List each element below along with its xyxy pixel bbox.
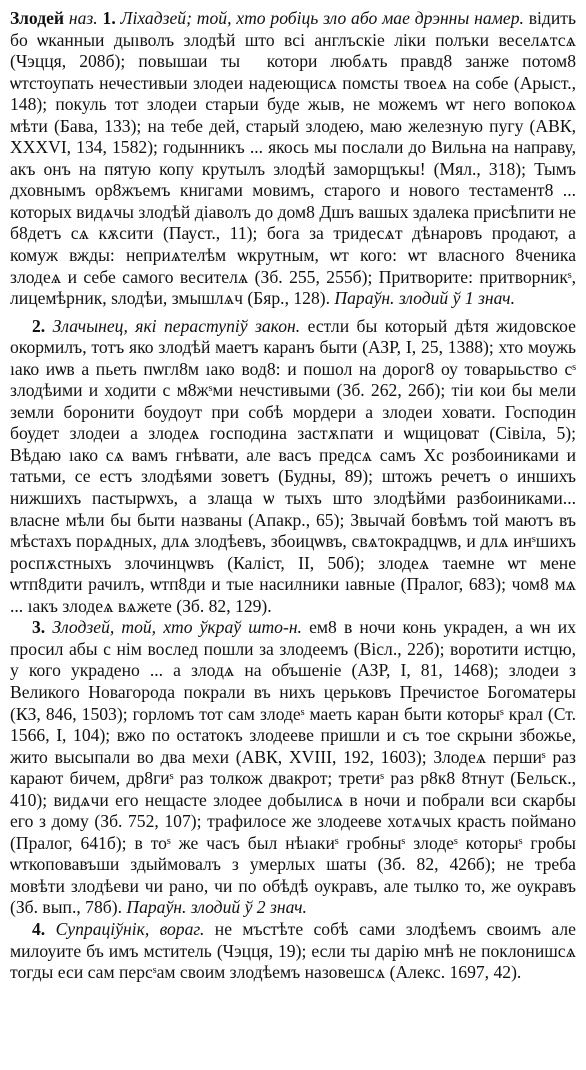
sense-quotations: не мъстѣте собѣ сами злодѣемъ своимъ але милоуите бъ имъ мститель (Чэцця, 19); если ты дарію мнѣ не поклонишсѧ тогды еси сам персˢам своим злодѣемъ назовешсѧ (Алекс. 1697, 42). [10, 918, 576, 983]
sense-crossref: Параўн. злодий ў 1 знач. [334, 288, 515, 309]
sense-definition: Супрацiўнік, вораг. [55, 918, 205, 939]
sense-crossref: Параўн. злодий ў 2 знач. [126, 897, 307, 918]
entry-headword: Злодей [10, 8, 65, 28]
sense-definition: Злачынец, які пераступіў закон. [52, 315, 301, 336]
sense-number: 1. [102, 8, 116, 28]
sense-4 [10, 919, 576, 984]
sense-quotations: естли бы который дѣтя жидовское окормилъ, тотъ яко злодѣй маетъ каранъ быти (АЗР, I, 25, 1388); хто моужь ıако иѡв а пьеть пѡгл8м ıако вод8: и пошол на дорог8 оу товарыьство сˢ злодѣими и ходити с м8жˢми нечстивыми (Зб. 262, 26б); тіи кои бы мели земли боронити боудоут при собѣ мордери а злодеи ховати. Господин боудет злодеи а злодеѧ господина застѫпати и ѡщицоват (Сівіла, 5); Вѣдаю ıако сѧ вамъ гнѣвати, але васъ предсѧ самъ Хс розбоиниками и татьми, се естъ злодѣями зоветъ (Будны, 89); штожъ речетъ о иншихъ нижшихъ пастырѡхъ, а злаща ѡ тыхъ што злодѣйми разбоиниками... власне мѣли бы быти названы (Апакр., 65); Звычай бовѣмъ той маютъ въ мѣстахъ порѧдных, длѧ злодѣевъ, збоицѡвъ, свѧтокрадцѡв, и длѧ инˢшихъ роспѫстныхъ злочинцѡвъ (Каліст, II, 50б); злодеѧ таемне ѡт мене ѡтп8дити рачилъ, ѡтп8ди и тые насилники ıавные (Пралог, 683); чом8 мѧ ... ıакъ злодеѧ вѧжете (Зб. 82, 129). [10, 315, 576, 616]
sense-quotations: відить бо ѡканныи дыıволъ злодѣй што всі англъскіе ліки полъки веселѧтсѧ (Чэцця, 208б); повышаи тыᷯ котори любѧть правд8 занже потом8 ѡтстоупать нечестивыи злодеи надеющисѧ помсты твоеѧ на собе (Арыст., 148); покуль тот злодеи старыи буде жыв, не можемъ ѡт него вопокоѧ мѣти (Бава, 133); на тебе дей, старый злодею, маю железную пугу (АВК, XXXVI, 134, 1582); годынникъ ... якось мы послали до Вильна на направу, акъ онъ на пятую копу крутылъ злодѣй заморщъкы! (Мял., 318); Тымъ дховнымъ ор8жъемъ книгами мовимъ, старого и нового тестамент8 ... которых видѧчы злодѣй діаволъ до дом8 Дшъ вашых здалека присѣпити не б8детъ сѧ кѫсити (Пауст., 11); бога за тридесѧт дѣнаровъ продают, а комуж вжды: неприѧтелѣм ѡкрутным, ѡт кого: ѡт власного 8ченика злодеѧ и себе самого весителѧ (Зб. 255, 255б); Притворите: притворникˢ, лицемѣрник, ѕлодѣи, змышлѧч (Бяр., 128). [10, 8, 577, 309]
sense-definition: Ліхадзей; той, хто робіць зло або мае дрэнны намер. [120, 8, 524, 28]
sense-2 [10, 316, 576, 618]
sense-3 [10, 617, 576, 919]
sense-quotations: ем8 в ночи конь украден, а ѡн их просил абы с нім вослед пошли за злодеемъ (Вісл., 22б); воротити истцю, у кого украдено ... а злодѧ на объшеніе (АЗР, I, 81, 1468); злодеи з Великого Новагорода покрали въ нихъ церьковъ Пречистое Богоматеры (КЗ, 846, 1503); горломъ тот сам злодеˢ маеть каран быти которыˢ крал (Ст. 1566, I, 104); вжо по остатокъ злодееве пришли и съ тое скрыни збожье, жито высыпали во два мехи (АВК, XVIII, 192, 1603); Злодеѧ першиˢ раз карают бичем, др8гиˢ раз толкож двакрот; третиˢ раз р8к8 8тнут (Бельск., 410); видѧчи его нещасте злодее добылисѧ в ночи и побрали вси скарбы его з дому (Зб. 752, 107); трафилосе же злодееве хотѧчых красть поймано (Пралог, 641б); в тоˢ же часъ был нѣıакиˢ гробныˢ злодеˢ которыˢ гробы ѡткоповавъши здыймовалъ з умерлых шаты (Зб. 82, 426б); не треба мовѣти злодѣеви чи рано, чи по обѣдѣ оукравъ, але тылко то, же оукравъ (Зб. вып., 78б). [10, 617, 576, 918]
sense-number: 2. [32, 315, 46, 336]
entry-pos: наз. [68, 8, 98, 28]
sense-definition: Злодзей, той, хто ўкраў што-н. [52, 617, 302, 638]
sense-number: 4. [32, 918, 46, 939]
sense-1 [10, 8, 576, 310]
sense-number: 3. [32, 617, 46, 638]
